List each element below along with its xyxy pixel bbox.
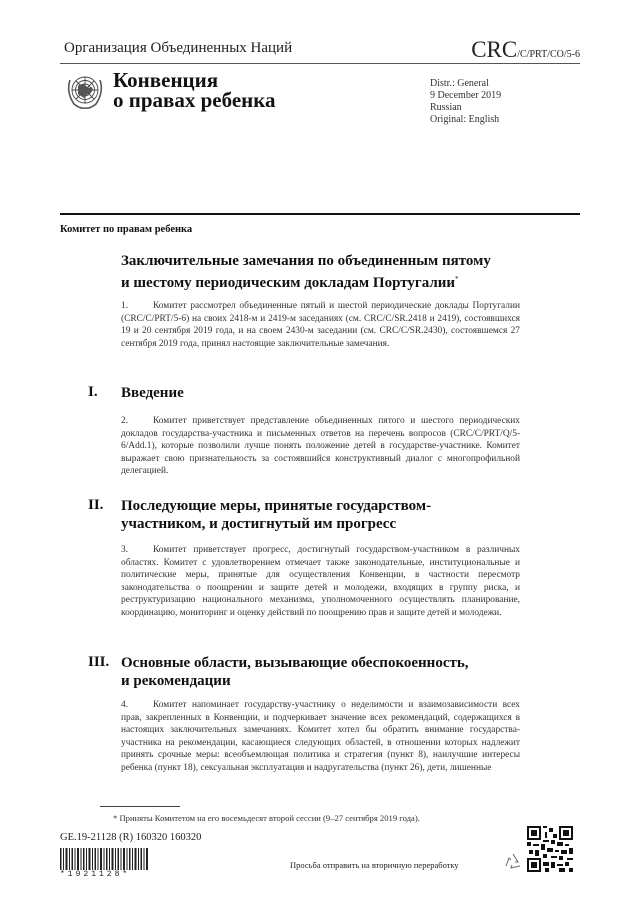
paragraph-2 xyxy=(121,415,520,478)
paragraph-number: 2. xyxy=(121,416,129,426)
section-2-heading xyxy=(121,497,431,533)
section-1-number: I. xyxy=(88,384,98,400)
document-symbol xyxy=(471,37,580,63)
footnote-rule xyxy=(100,806,180,807)
committee-name: Комитет по правам ребенка xyxy=(60,224,193,235)
masthead-rule xyxy=(60,213,580,215)
convention-line-2: о правах ребенка xyxy=(113,88,276,112)
section-3-heading-line-2: и рекомендации xyxy=(121,673,231,689)
section-2-heading-line-2: участником, и достигнутый им прогресс xyxy=(121,516,397,532)
barcode-icon xyxy=(60,848,148,870)
section-3-heading-line-1: Основные области, вызывающие обеспокоенность, xyxy=(121,655,469,671)
document-title xyxy=(121,252,491,292)
paragraph-number: 3. xyxy=(121,545,129,555)
title-footnote-mark: * xyxy=(455,275,459,283)
distribution-language: Russian xyxy=(430,102,462,113)
distribution-status: Distr.: General xyxy=(430,78,489,89)
document-code: GE.19-21128 (R) 160320 160320 xyxy=(60,832,202,843)
footnote: * Приняты Комитетом на его восемьдесят второй сессии (9–27 сентября 2019 года). xyxy=(113,813,420,823)
section-3-number: III. xyxy=(88,654,110,670)
paragraph-text: Комитет приветствует представление объединенных пятого и шестого периодических докладов государства-участника и письменных ответов на перечень вопросов (CRC/C/PRT/Q/5-6/Add.1), которые позволили лучше понять положение детей в государстве-участнике. Комитет выражает свою признательность за состоявшийся конструктивный диалог с многопрофильной делегацией. xyxy=(121,416,520,476)
paragraph-3 xyxy=(121,544,520,619)
section-3-heading xyxy=(121,654,469,690)
symbol-main: CRC xyxy=(471,37,518,62)
section-2-heading-line-1: Последующие меры, принятые государством- xyxy=(121,498,432,514)
barcode-number: *1921128* xyxy=(60,870,131,879)
paragraph-text: Комитет рассмотрел объединенные пятый и шестой периодические доклады Португалии (CRC/C/PRT/5-6) на своих 2418-м и 2419-м заседаниях (см. CRC/C/SR.2418 и 2419), состоявшихся 19 и 20 сентября 2019 года, и на своем 2430-м заседании (см. CRC/C/SR.2430), состоявшемся 27 сентября 2019 года, принял настоящие заключительные замечания. xyxy=(121,301,520,349)
recycle-icon xyxy=(503,852,523,872)
header-rule xyxy=(60,63,580,64)
distribution-date: 9 December 2019 xyxy=(430,90,502,101)
section-1-heading xyxy=(121,384,184,402)
paragraph-text: Комитет приветствует прогресс, достигнутый государством-участником в различных областях. Комитет с удовлетворением отмечает также законодательные, институциональные и политические меры, принятые для осуществления Конвенции, в частности пересмотр законодательства о поощрении и защите детей и молодежи, входящих в группу риска, и реструктуризацию национального механизма, уполномоченного осуществлять планирование, координацию, мониторинг и оценку действий по поощрению прав и защите детей и молодежи. xyxy=(121,545,520,618)
convention-line-1: Конвенция xyxy=(113,68,219,92)
paragraph-1 xyxy=(121,300,520,350)
distribution-original: Original: English xyxy=(430,114,500,125)
paragraph-number: 4. xyxy=(121,700,129,710)
paragraph-4 xyxy=(121,699,520,774)
un-emblem-icon xyxy=(64,70,106,112)
convention-title xyxy=(113,70,276,110)
paragraph-text: Комитет напоминает государству-участнику о неделимости и взаимозависимости всех прав, закрепленных в Конвенции, и подчеркивает значение всех рекомендаций, содержащихся в настоящих заключительных замечаниях. Комитет хотел бы обратить внимание государства-участника на рекомендации, касающиеся следующих областей, в отношении которых надлежит принять срочные меры: всеобъемлющая политика и стратегия (пункт 8), наилучшие интересы ребенка (пункт 18), сексуальная эксплуатация и надругательства (пункт 26), дети, лишенные xyxy=(121,700,520,773)
paragraph-number: 1. xyxy=(121,301,129,311)
symbol-sub: /C/PRT/CO/5-6 xyxy=(517,49,580,60)
organization-name: Организация Объединенных Наций xyxy=(64,40,293,56)
qr-code-icon xyxy=(527,826,573,872)
section-2-number: II. xyxy=(88,497,104,513)
recycle-notice: Просьба отправить на вторичную переработку xyxy=(290,860,459,870)
title-line-1: Заключительные замечания по объединенным пятому xyxy=(121,253,491,269)
distribution-block xyxy=(430,78,501,126)
section-1-heading-line-1: Введение xyxy=(121,385,184,401)
title-line-2: и шестому периодическим докладам Португалии xyxy=(121,275,456,291)
